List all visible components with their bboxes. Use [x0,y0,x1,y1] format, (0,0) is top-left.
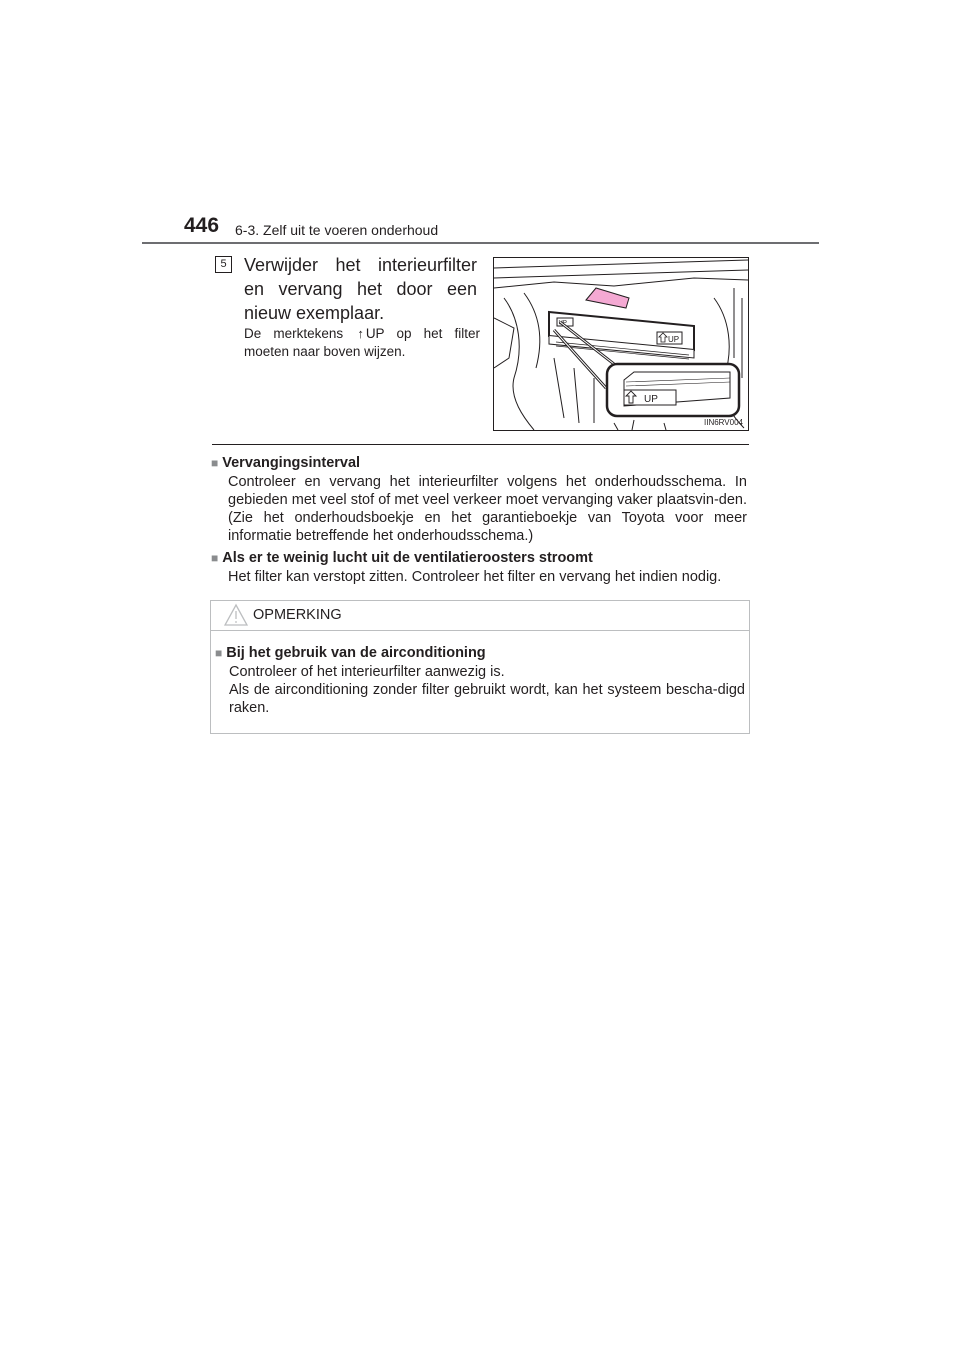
notice-body [229,663,745,717]
notice-header-rule [211,630,749,631]
notice-title [215,645,486,661]
page-number: 446 [184,214,220,237]
section-title: 6-3. Zelf uit te voeren onderhoud [235,222,439,238]
step-note-before: De merktekens [244,326,344,341]
bullet-icon: ■ [211,551,219,565]
section-low-airflow-body: Het filter kan verstopt zitten. Controleer het filter en vervang het indien nodig. [228,569,722,585]
cabin-filter-illustration [493,257,749,431]
notice-label: OPMERKING [253,607,342,623]
up-arrow-icon: ↑ [357,326,364,341]
filter-mark-small: UP [558,320,567,327]
notice-line-1: Controleer of het interieurfilter aanwezig is. [229,664,505,680]
section-title-text: Als er te weinig lucht uit de ventilatieroosters stroomt [222,550,593,566]
section-low-airflow-title [211,550,593,566]
step-note [244,325,480,361]
highlight-hand [586,288,629,308]
filter-mark-right: UP [668,335,680,344]
section-vervangingsinterval-title [211,455,360,471]
notice-line-2: Als de airconditioning zonder filter gebruikt wordt, kan het systeem bescha-digd raken. [229,682,745,716]
illustration-code: IIN6RV004 [704,418,743,427]
bullet-icon: ■ [211,456,219,470]
header-rule [142,242,819,244]
filter-mark-zoom: UP [644,394,658,405]
notice-title-text: Bij het gebruik van de airconditioning [226,645,486,661]
bullet-icon: ■ [215,646,223,660]
step-note-after: UP op het filter moeten naar boven wijzen. [244,326,480,359]
warning-triangle-icon [224,603,248,627]
section-divider [212,444,749,445]
section-vervangingsinterval-body: Controleer en vervang het interieurfilter volgens het onderhoudsschema. In gebieden met veel stof of met veel verkeer moet vervanging vaker plaatsvin-den. (Zie het onderhoudsboekje en het garantieboekje van Toyota voor meer informatie betreffende het onderhoudsschema.) [228,474,747,544]
step-instruction: Verwijder het interieurfilter en vervang het door een nieuw exemplaar. [244,255,477,323]
step-number-badge: 5 [215,256,232,273]
section-title-text: Vervangingsinterval [222,455,361,471]
filter-drawing [494,258,748,430]
